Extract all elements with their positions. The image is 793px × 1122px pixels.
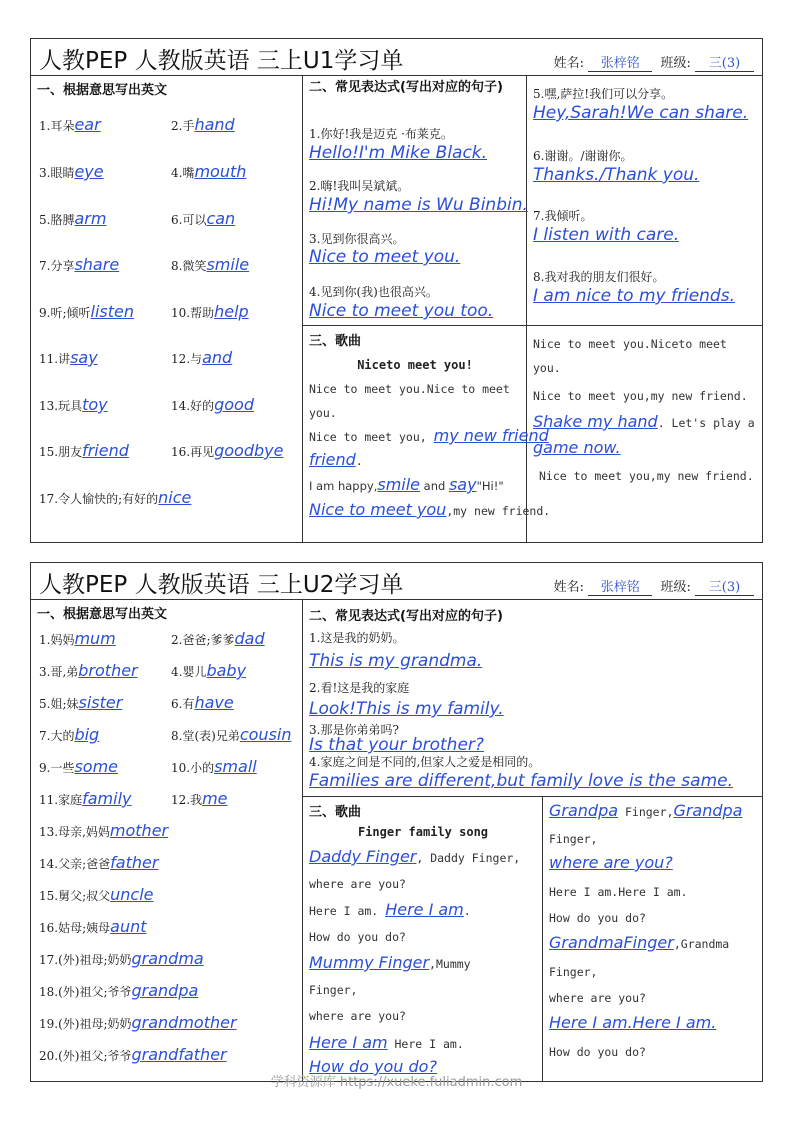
song-continued (543, 797, 762, 1081)
vocab-item (171, 441, 296, 460)
vocab-answer: mum (74, 629, 116, 648)
expression-chinese: 4.见到你(我)也很高兴。 (309, 285, 438, 299)
song-line: where are you? (549, 991, 646, 1005)
vocab-item (171, 115, 276, 134)
song-line: where are you? (309, 1009, 406, 1023)
vocab-answer: smile (206, 255, 250, 274)
vocab-item (39, 395, 164, 414)
expression-chinese: 5.嘿,萨拉!我们可以分享。 (533, 87, 674, 101)
expression-answer: I listen with care. (533, 225, 680, 245)
vocab-chinese: 17.(外)祖母;奶奶 (39, 953, 132, 967)
song-answer: How do you do? (309, 1057, 437, 1076)
expression-answer: Thanks./Thank you. (533, 165, 700, 185)
expressions-continued (527, 75, 762, 326)
song-line (533, 410, 755, 435)
song-answer: Grandpa (549, 801, 619, 820)
vocab-chinese: 1.耳朵 (39, 119, 75, 133)
song-answer: Here I am (385, 900, 464, 919)
vocab-chinese: 5.胳膊 (39, 213, 75, 227)
class-label: 班级: (660, 56, 691, 71)
vocab-answer: family (82, 789, 132, 808)
vocab-answer: some (74, 757, 119, 776)
vocab-chinese: 7.分享 (39, 259, 75, 273)
song-line (549, 851, 673, 876)
vocab-item (39, 1045, 227, 1064)
expression-chinese: 1.你好!我是迈克 ·布莱克。 (309, 127, 453, 141)
expression-chinese: 4.家庭之间是不同的,但家人之爱是相同的。 (309, 755, 541, 769)
song-answer: Grandpa (673, 801, 743, 820)
vocab-chinese: 18.(外)祖父;爷爷 (39, 985, 132, 999)
song-line: Finger, (549, 965, 598, 979)
expression-answer: Hi!My name is Wu Binbin. (309, 195, 528, 215)
vocab-chinese: 10.小的 (171, 761, 215, 775)
song-answer: smile (377, 475, 421, 494)
section1-title: 一、根据意思写出英文 (37, 83, 168, 98)
vocab-chinese: 16.再见 (171, 445, 215, 459)
vocab-chinese: 11.家庭 (39, 793, 83, 807)
song-answer: game now. (533, 438, 621, 457)
vocab-answer: goodbye (214, 441, 284, 460)
vocab-chinese: 19.(外)祖母;奶奶 (39, 1017, 132, 1031)
expression-answer: Nice to meet you too. (309, 301, 494, 321)
song-line: Nice to meet you.Niceto meet you. (533, 337, 727, 375)
vocab-answer: say (70, 348, 98, 367)
vocab-answer: can (206, 209, 236, 228)
vocab-chinese: 12.我 (171, 793, 203, 807)
worksheet-title: 人教PEP 人教版英语 三上U2学习单 (39, 572, 404, 598)
name-value: 张梓铭 (588, 576, 652, 596)
vocab-answer: share (74, 255, 120, 274)
vocab-chinese: 6.有 (171, 697, 195, 711)
vocab-item (39, 115, 156, 134)
song-text: Here I am. (309, 904, 379, 918)
section1-title: 一、根据意思写出英文 (37, 607, 168, 622)
vocab-chinese: 4.嘴 (171, 166, 195, 180)
song-line (309, 473, 504, 498)
student-info (554, 52, 754, 72)
song-line (309, 845, 520, 870)
vocab-chinese: 9.一些 (39, 761, 75, 775)
vocab-chinese: 20.(外)祖父;爷爷 (39, 1049, 132, 1063)
song-answer: Mummy Finger (309, 953, 430, 972)
vocab-answer: help (214, 302, 249, 321)
song-section (303, 326, 551, 542)
name-label: 姓名: (553, 580, 585, 595)
expression-answer: Families are different,but family love is the same. (309, 771, 733, 791)
vocab-item (171, 661, 266, 680)
vocab-answer: arm (74, 209, 107, 228)
vocab-item (39, 629, 134, 648)
vocab-chinese: 6.可以 (171, 213, 207, 227)
vocab-answer: father (110, 853, 159, 872)
song-line (549, 799, 742, 824)
class-value: 三(3) (695, 576, 754, 596)
vocab-chinese: 13.母亲,妈妈 (39, 825, 110, 839)
song-answer: Here I am (309, 1033, 388, 1052)
vocab-item (171, 725, 300, 744)
expression-answer: Look!This is my family. (309, 699, 504, 719)
song-line: friend. (309, 450, 363, 469)
expressions-section (303, 75, 527, 326)
vocab-answer: uncle (110, 885, 154, 904)
song-line: Nice to meet you.Nice to meet you. (309, 382, 510, 420)
vocab-chinese: 3.眼睛 (39, 166, 75, 180)
song-line (549, 931, 729, 956)
vocab-answer: aunt (110, 917, 147, 936)
vocab-item (39, 302, 173, 321)
song-answer: where are you? (549, 853, 673, 872)
song-line: Finger, (549, 832, 598, 846)
vocab-chinese: 14.好的 (171, 399, 215, 413)
song-answer: Here I am.Here I am. (549, 1013, 717, 1032)
vocab-answer: good (214, 395, 254, 414)
vocab-item (171, 255, 288, 274)
song-line: How do you do? (309, 930, 406, 944)
song-line (309, 951, 471, 976)
vocab-section (31, 75, 303, 542)
worksheet-unit2 (30, 562, 763, 1082)
section2-title: 二、常见表达式(写出对应的句子) (309, 609, 503, 624)
vocab-chinese: 4.婴儿 (171, 665, 207, 679)
class-value: 三(3) (695, 52, 754, 72)
expression-answer: This is my grandma. (309, 651, 483, 671)
vocab-answer: grandmother (131, 1013, 237, 1032)
vocab-item (171, 693, 254, 712)
vocab-chinese: 9.听;倾听 (39, 306, 91, 320)
song-line (309, 498, 550, 523)
song-section (303, 797, 543, 1081)
vocab-item (39, 821, 168, 840)
song-line (309, 1031, 464, 1056)
song-text: . Let's play a (657, 416, 755, 430)
song-text: Nice to meet you, (309, 430, 427, 444)
song-answer: Shake my hand (533, 412, 658, 431)
vocab-item (171, 348, 284, 367)
vocab-item (39, 162, 156, 181)
expression-chinese: 7.我倾听。 (533, 209, 593, 223)
vocab-answer: hand (194, 115, 235, 134)
vocab-item (39, 441, 164, 460)
vocab-section (31, 599, 303, 1081)
class-label: 班级: (660, 580, 691, 595)
expression-answer: Is that your brother? (309, 735, 484, 755)
song-line: Here I am.Here I am. (549, 885, 688, 899)
song-line: How do you do? (549, 911, 646, 925)
vocab-answer: grandma (131, 949, 204, 968)
vocab-chinese: 7.大的 (39, 729, 75, 743)
song-answer: say (448, 475, 477, 494)
vocab-item (39, 853, 158, 872)
vocab-answer: mother (109, 821, 169, 840)
song-answer: Nice to meet you (309, 500, 447, 519)
song-title: Niceto meet you! (357, 358, 473, 372)
expression-answer: I am nice to my friends. (533, 286, 735, 306)
vocab-answer: and (202, 348, 233, 367)
name-value: 张梓铭 (588, 52, 652, 72)
song-answer: GrandmaFinger (549, 933, 674, 952)
vocab-answer: big (74, 725, 100, 744)
vocab-item (171, 209, 288, 228)
vocab-item (39, 789, 142, 808)
expressions-section (303, 599, 762, 797)
section3-title: 三、歌曲 (309, 805, 362, 820)
song-text: Finger, (618, 805, 674, 819)
vocab-answer: sister (78, 693, 123, 712)
song-answer: Daddy Finger (309, 847, 417, 866)
song-line: How do you do? (549, 1045, 646, 1059)
vocab-chinese: 14.父亲;爸爸 (39, 857, 111, 871)
vocab-item (39, 885, 154, 904)
vocab-chinese: 16.姑母;姨母 (39, 921, 111, 935)
vocab-chinese: 8.堂(表)兄弟 (171, 729, 240, 743)
vocab-chinese: 13.玩具 (39, 399, 83, 413)
section3-title: 三、歌曲 (309, 334, 362, 349)
expression-chinese: 3.见到你很高兴。 (309, 232, 405, 246)
vocab-item (39, 725, 134, 744)
worksheet-header (31, 563, 762, 600)
vocab-answer: ear (74, 115, 101, 134)
song-line (549, 1011, 716, 1036)
expression-chinese: 2.看!这是我的家庭 (309, 681, 410, 695)
vocab-item (171, 789, 262, 808)
vocab-answer: small (214, 757, 257, 776)
expression-chinese: 1.这是我的奶奶。 (309, 631, 405, 645)
vocab-chinese: 15.朋友 (39, 445, 83, 459)
song-text: "Hi!" (476, 479, 504, 493)
footer-watermark: 学科资源库 https://xueke.fuliadmin.com (270, 1075, 523, 1090)
song-text: ,my new friend. (446, 504, 551, 518)
song-line: Nice to meet you,my new friend. (533, 389, 748, 403)
name-label: 姓名: (553, 56, 585, 71)
song-line (533, 436, 621, 461)
vocab-item (39, 488, 240, 507)
vocab-item (39, 209, 156, 228)
vocab-item (171, 395, 296, 414)
vocab-answer: nice (158, 488, 192, 507)
vocab-answer: dad (234, 629, 265, 648)
vocab-chinese: 12.与 (171, 352, 203, 366)
vocab-answer: mouth (194, 162, 247, 181)
song-answer: my new friend (433, 426, 549, 445)
student-info (554, 576, 754, 596)
expression-answer: Hello!I'm Mike Black. (309, 143, 488, 163)
song-text: ,Mummy (429, 957, 471, 971)
vocab-answer: cousin (239, 725, 292, 744)
song-text: I am happy, (309, 479, 378, 493)
vocab-chinese: 10.帮助 (171, 306, 215, 320)
expression-chinese: 8.我对我的朋友们很好。 (533, 270, 665, 284)
vocab-answer: brother (78, 661, 138, 680)
vocab-chinese: 2.爸爸;爹爹 (171, 633, 235, 647)
vocab-item (171, 162, 276, 181)
song-line: where are you? (309, 877, 406, 891)
vocab-answer: have (194, 693, 234, 712)
expression-answer: Nice to meet you. (309, 247, 461, 267)
song-line: Nice to meet you,my new friend. (539, 469, 754, 483)
vocab-item (171, 757, 274, 776)
vocab-answer: friend (82, 441, 129, 460)
vocab-chinese: 1.妈妈 (39, 633, 75, 647)
song-line: Finger, (309, 983, 358, 997)
song-text: , Daddy Finger, (416, 851, 521, 865)
vocab-chinese: 15.舅父;叔父 (39, 889, 111, 903)
song-continued (527, 326, 762, 542)
worksheet-unit1 (30, 38, 763, 543)
vocab-item (39, 661, 138, 680)
vocab-item (39, 757, 134, 776)
vocab-chinese: 3.哥,弟 (39, 665, 79, 679)
vocab-item (39, 255, 156, 274)
song-answer: friend (309, 450, 356, 469)
vocab-item (39, 981, 198, 1000)
vocab-answer: me (202, 789, 228, 808)
song-text: Here I am. (387, 1037, 464, 1051)
vocab-chinese: 2.手 (171, 119, 195, 133)
vocab-answer: grandfather (131, 1045, 227, 1064)
expression-chinese: 3.那是你弟弟吗? (309, 723, 399, 737)
vocab-item (39, 949, 204, 968)
worksheet-header (31, 39, 762, 76)
vocab-chinese: 17.令人愉快的;有好的 (39, 492, 159, 506)
vocab-item (171, 629, 295, 648)
song-line: Here I am. Here I am. (309, 900, 471, 919)
song-title: Finger family song (357, 825, 489, 839)
vocab-answer: grandpa (131, 981, 199, 1000)
vocab-item (39, 1013, 237, 1032)
expression-chinese: 6.谢谢。/谢谢你。 (533, 149, 633, 163)
vocab-item (39, 348, 152, 367)
vocab-chinese: 8.微笑 (171, 259, 207, 273)
song-text: and (423, 479, 446, 493)
expression-answer: Hey,Sarah!We can share. (533, 103, 749, 123)
vocab-answer: listen (90, 302, 134, 321)
worksheet-title: 人教PEP 人教版英语 三上U1学习单 (39, 48, 404, 74)
vocab-chinese: 11.讲 (39, 352, 71, 366)
vocab-chinese: 5.姐;妹 (39, 697, 79, 711)
vocab-answer: eye (74, 162, 104, 181)
song-line (309, 424, 549, 449)
vocab-answer: baby (206, 661, 247, 680)
vocab-item (39, 917, 147, 936)
vocab-item (39, 693, 139, 712)
expression-chinese: 2.嗨!我叫吴斌斌。 (309, 179, 410, 193)
song-text: ,Grandma (673, 937, 730, 951)
vocab-item (171, 302, 296, 321)
vocab-answer: toy (82, 395, 108, 414)
section2-title: 二、常见表达式(写出对应的句子) (309, 80, 503, 95)
